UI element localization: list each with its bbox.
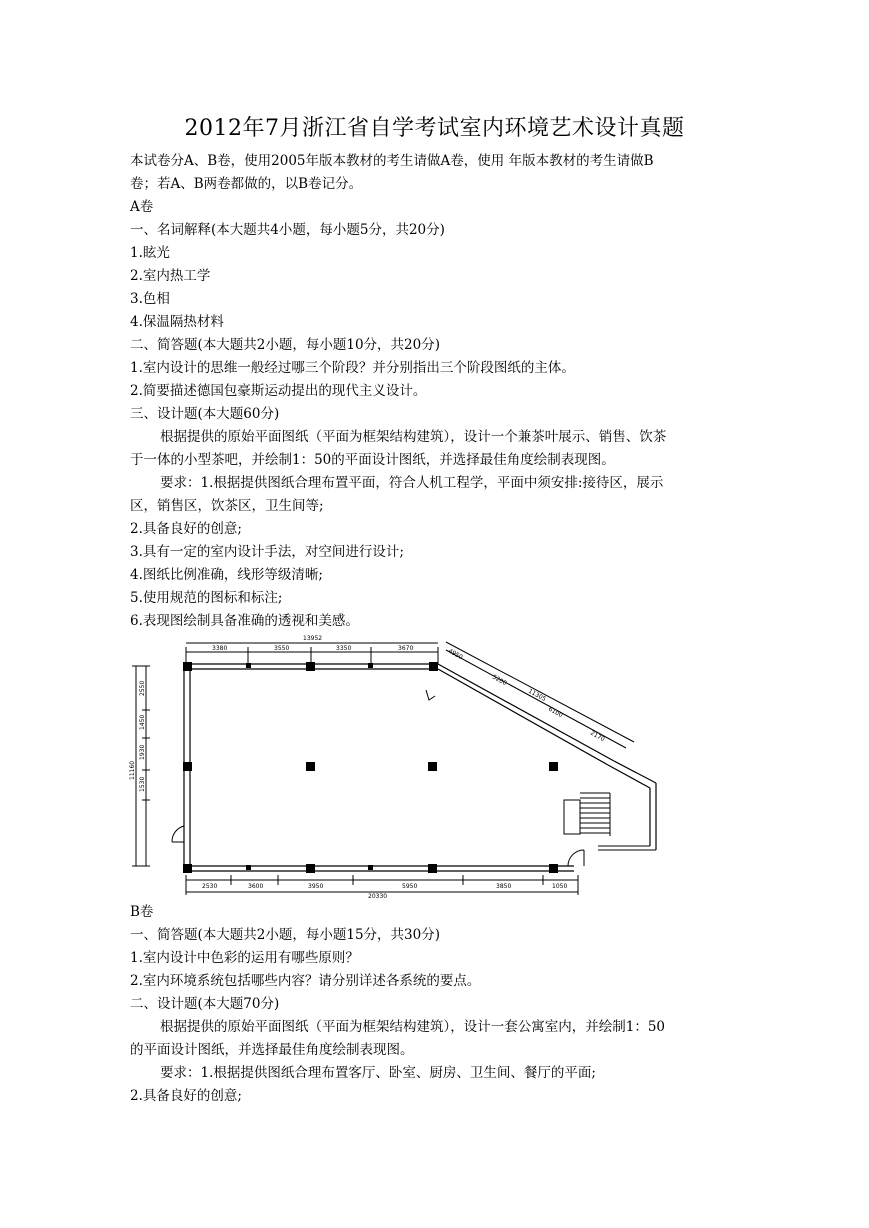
dim-bottom: 3600 xyxy=(248,883,264,890)
a-s3-item: 4.图纸比例准确，线形等级清晰; xyxy=(130,567,323,583)
a-s1-item: 2.室内热工学 xyxy=(130,268,211,284)
dim-left: 1530 xyxy=(139,776,146,792)
b-s2-req-line: 要求：1.根据提供图纸合理布置客厅、卧室、厨房、卫生间、餐厅的平面; xyxy=(160,1065,596,1081)
a-s3-req-line: 区，销售区，饮茶区，卫生间等; xyxy=(130,498,324,514)
dim-left-total: 11160 xyxy=(129,760,136,780)
dim-top: 3380 xyxy=(212,645,228,652)
dim-bottom-total: 20330 xyxy=(368,893,388,900)
a-s1-item: 4.保温隔热材料 xyxy=(130,314,224,330)
dim-bottom: 5950 xyxy=(402,883,418,890)
dim-diagonal: 6100 xyxy=(547,705,564,720)
a-section3-heading: 三、设计题(本大题60分) xyxy=(130,406,280,422)
page-title: 2012年7月浙江省自学考试室内环境艺术设计真题 xyxy=(184,116,685,141)
b-s2-para-line: 的平面设计图纸，并选择最佳角度绘制表现图。 xyxy=(130,1042,414,1058)
dim-left: 1450 xyxy=(139,714,146,730)
dim-top-total: 13952 xyxy=(303,635,323,642)
a-section2-heading: 二、简答题(本大题共2小题，每小题10分，共20分) xyxy=(130,337,440,353)
a-s1-item: 1.眩光 xyxy=(130,245,170,261)
wall-diagonal xyxy=(438,664,614,761)
b-s1-item: 2.室内环境系统包括哪些内容？请分别详述各系统的要点。 xyxy=(130,973,481,989)
dim-top: 3550 xyxy=(274,645,290,652)
a-s2-item: 1.室内设计的思维一般经过哪三个阶段？并分别指出三个阶段图纸的主体。 xyxy=(130,360,575,376)
dim-top: 3350 xyxy=(336,645,352,652)
dim-diagonal: 2170 xyxy=(589,729,606,744)
dim-bottom: 2530 xyxy=(202,883,218,890)
dim-top: 3670 xyxy=(398,645,414,652)
door-swing-right xyxy=(568,850,584,866)
a-section1-heading: 一、名词解释(本大题共4小题，每小题5分，共20分) xyxy=(130,222,445,238)
a-s3-item: 2.具备良好的创意; xyxy=(130,521,242,537)
b-section2-heading: 二、设计题(本大题70分) xyxy=(130,996,280,1012)
a-s3-para-line: 于一体的小型茶吧，并绘制1：50的平面设计图纸，并选择最佳角度绘制表现图。 xyxy=(130,452,615,468)
dim-left: 1930 xyxy=(139,744,146,760)
dim-diagonal: 4950 xyxy=(447,647,464,662)
dim-diagonal-total: 11305 xyxy=(527,687,548,704)
b-s2-para-line: 根据提供的原始平面图纸（平面为框架结构建筑），设计一套公寓室内，并绘制1：50 xyxy=(160,1019,666,1035)
intro-line-1: 本试卷分A、B卷，使用2005年版本教材的考生请做A卷，使用 年版本教材的考生请做B xyxy=(130,153,654,169)
stair-treads xyxy=(580,793,610,836)
door-swing-left xyxy=(172,826,184,842)
stair-handrail-block xyxy=(564,800,580,834)
columns xyxy=(183,662,558,873)
a-s3-para-line: 根据提供的原始平面图纸（平面为框架结构建筑），设计一个兼茶叶展示、销售、饮茶 xyxy=(160,429,667,445)
a-s3-item: 6.表现图绘制具备准确的透视和美感。 xyxy=(130,613,359,629)
paper-b-label: B卷 xyxy=(130,904,154,920)
a-s3-item: 3.具有一定的室内设计手法，对空间进行设计; xyxy=(130,544,404,560)
corner-mark xyxy=(426,690,435,700)
dim-bottom: 3850 xyxy=(496,883,512,890)
a-s1-item: 3.色相 xyxy=(130,291,170,307)
intro-line-2: 卷；若A、B两卷都做的，以B卷记分。 xyxy=(130,176,363,192)
paper-a-label: A卷 xyxy=(130,199,154,215)
dim-left: 2550 xyxy=(139,680,146,696)
b-s2-item: 2.具备良好的创意; xyxy=(130,1088,242,1104)
dim-bottom: 3950 xyxy=(308,883,324,890)
floor-plan-drawing xyxy=(128,630,668,900)
dim-bottom: 1050 xyxy=(552,883,568,890)
b-s1-item: 1.室内设计中色彩的运用有哪些原则？ xyxy=(130,950,359,966)
a-s3-req-line: 要求：1.根据提供图纸合理布置平面，符合人机工程学，平面中须安排:接待区，展示 xyxy=(160,475,664,491)
b-section1-heading: 一、简答题(本大题共2小题，每小题15分，共30分) xyxy=(130,927,440,943)
dim-diagonal: 5200 xyxy=(491,673,508,688)
a-s3-item: 5.使用规范的图标和标注; xyxy=(130,590,283,606)
a-s2-item: 2.简要描述德国包豪斯运动提出的现代主义设计。 xyxy=(130,383,427,399)
